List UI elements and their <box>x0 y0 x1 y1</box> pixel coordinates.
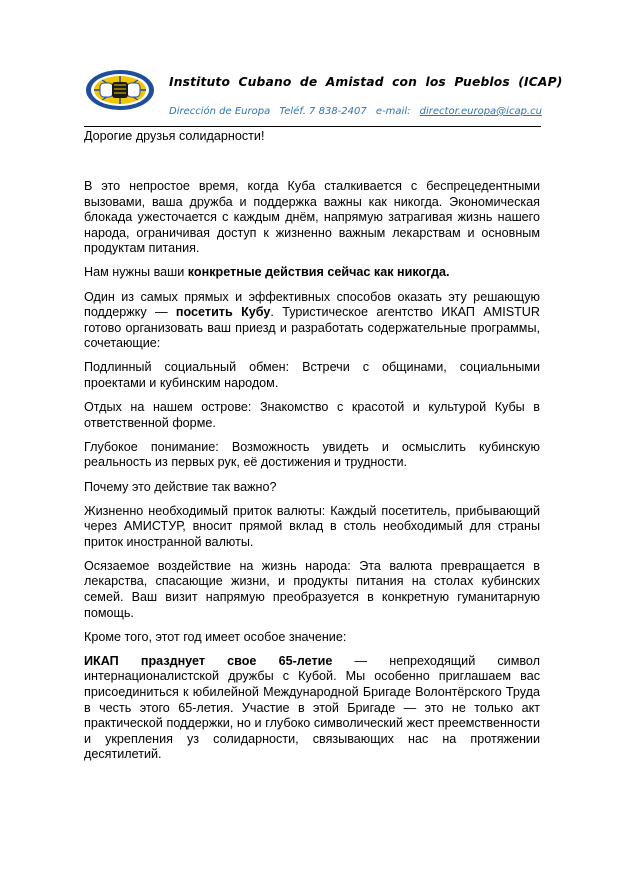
paragraph-call-to-action: Нам нужны ваши конкретные действия сейчас как никогда. <box>84 265 450 280</box>
paragraph-intro: В это непростое время, когда Куба сталкивается с беспрецедентными вызовами, ваша дружба и поддержка важны как никогда. Экономическая блокада ужесточается с каждым днём, напрямую затрагивая жизнь нашего народа, ограничивая доступ к жизненно важным лекарствам и основным продуктам питания. <box>84 179 540 256</box>
phone-label: Teléf. 7 838-2407 <box>279 106 367 117</box>
icap-logo-icon <box>84 68 156 112</box>
paragraph-anniversary: ИКАП празднует свое 65-летие — непреходящий символ интернационалистской дружбы с Кубой. Мы особенно приглашаем вас присоединиться к юбилейной Международной Бригаде Волонтёрского Труда в честь этого 65-летия. Участие в этой Бригаде — это не только акт практической поддержки, но и глубоко символический жест преемственности и укрепления уз солидарности, связывающих нас на протяжении десятилетий. <box>84 653 540 762</box>
email-label: e-mail: <box>375 106 411 117</box>
paragraph-understanding: Глубокое понимание: Возможность увидеть и осмыслить кубинскую реальность из первых рук, её достижения и трудности. <box>84 439 540 470</box>
paragraph-visit-cuba: Один из самых прямых и эффективных способов оказать эту решающую поддержку — посетить Кубу. Туристическое агентство ИКАП AMISTUR готово организовать ваш приезд и разработать содержательные программы, сочетающие: <box>84 289 540 351</box>
greeting: Дорогие друзья солидарности! <box>84 129 265 143</box>
email-link[interactable]: director.europa@icap.cu <box>419 106 542 117</box>
letter-body <box>84 179 540 772</box>
contact-line <box>169 106 542 117</box>
header-divider <box>84 126 541 127</box>
paragraph-why-important: Почему это действие так важно? <box>84 479 277 494</box>
paragraph-special-year: Кроме того, этот год имеет особое значение: <box>84 629 347 644</box>
paragraph-social-exchange: Подлинный социальный обмен: Встречи с общинами, социальными проектами и кубинским народом. <box>84 360 540 391</box>
paragraph-impact: Осязаемое воздействие на жизнь народа: Эта валюта превращается в лекарства, спасающие жизни, и продукты питания на столах кубинских семей. Ваш визит напрямую преобразуется в конкретную гуманитарную помощь. <box>84 558 540 620</box>
paragraph-leisure: Отдых на нашем острове: Знакомство с красотой и культурой Кубы в ответственной форме. <box>84 400 540 430</box>
organization-name: Instituto Cubano de Amistad con los Pueblos (ICAP) <box>169 75 563 89</box>
department-label: Dirección de Europa <box>169 106 271 117</box>
paragraph-currency: Жизненно необходимый приток валюты: Каждый посетитель, прибывающий через АМИСТУР, вносит прямой вклад в столь необходимый для страны приток иностранной валюты. <box>84 503 540 549</box>
